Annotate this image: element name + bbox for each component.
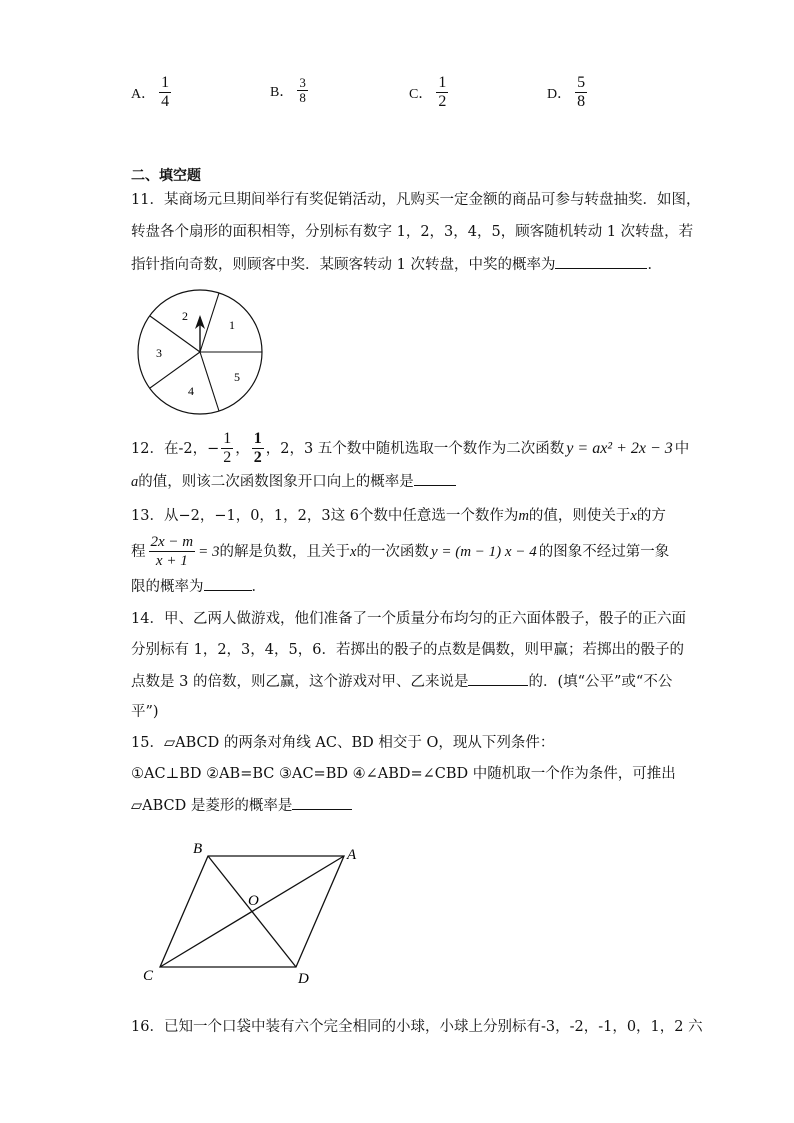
q14-line2: 分别标有 1，2，3，4，5，6．若掷出的骰子的点数是偶数，则甲赢；若掷出的骰子的 (131, 642, 684, 658)
q11-line2: 转盘各个扇形的面积相等，分别标有数字 1，2，3，4，5，顾客随机转动 1 次转盘，若 (131, 224, 694, 240)
q13-var-m: m (518, 508, 529, 524)
spinner-divider (200, 352, 219, 411)
vertex-label-c: C (143, 968, 154, 984)
option-d (547, 74, 587, 111)
q15-line1: 15．▱ABCD 的两条对角线 AC、BD 相交于 O，现从下列条件： (131, 735, 555, 751)
q11-line1: 11．某商场元旦期间举行有奖促销活动，凡购买一定金额的商品可参与转盘抽奖．如图， (131, 192, 701, 208)
option-c-numerator: 1 (438, 74, 447, 91)
vertex-label-a: A (347, 847, 357, 863)
q14-line4: 平”) (131, 704, 159, 720)
q13-line2-start: 程 (131, 543, 146, 560)
q13-function: y = (m − 1) x − 4 (430, 543, 537, 560)
q13-answer-blank[interactable] (204, 576, 252, 591)
q12-frac1-denominator: 2 (223, 449, 232, 466)
q13-eq-numerator: 2x − m (150, 534, 194, 550)
q11-line3 (131, 254, 662, 275)
q13-eq-denominator: x + 1 (155, 553, 188, 569)
center-label-o: O (248, 893, 259, 909)
q13-var-x: x (350, 543, 357, 560)
q13-line3 (131, 576, 266, 597)
q12-frac1-numerator: 1 (223, 430, 232, 447)
q12-frac2-numerator: 1 (253, 430, 262, 447)
spinner-divider (200, 293, 219, 352)
option-a (131, 74, 171, 111)
option-b-denominator: 8 (299, 90, 306, 105)
q13-line1-end: 的方 (636, 508, 666, 524)
q13-line3-end: ． (251, 579, 266, 595)
q13-line2-mid: 的解是负数，且关于 (219, 543, 350, 560)
q13-line2-end: 的图象不经过第一象 (538, 543, 670, 560)
option-c (409, 74, 448, 111)
q12-var-a: a (131, 474, 139, 490)
option-b-numerator: 3 (299, 75, 306, 90)
parallelogram-diagram (136, 836, 376, 990)
spinner-diagram (136, 289, 264, 415)
q15-line2: ①AC⊥BD ②AB=BC ③AC=BD ④∠ABD=∠CBD 中随机取一个作为条件，可推出 (131, 766, 676, 782)
spinner-label: 5 (234, 370, 240, 384)
q12-separator: ， (235, 440, 250, 457)
spinner-label: 2 (182, 309, 188, 323)
q13-line1-text: 13．从−2，−1，0，1，2，3这 6个数中任意选一个数作为 (131, 508, 519, 524)
q12-line2-text: 的值，则该二次函数图象开口向上的概率是 (138, 474, 414, 490)
q12-prefix: 12．在-2，− (131, 440, 220, 457)
diagonal-bd (208, 856, 296, 967)
option-a-label: A． (131, 86, 156, 102)
q16-line1: 16．已知一个口袋中装有六个完全相同的小球，小球上分别标有-3，-2，-1，0，1，2 六 (131, 1019, 703, 1035)
q12-mid-text: ，2，3 五个数中随机选取一个数作为二次函数 (265, 440, 565, 457)
q11-answer-blank[interactable] (555, 254, 647, 269)
q13-line3-text: 限的概率为 (131, 579, 204, 595)
q15-line3 (131, 795, 352, 816)
spinner-label: 4 (188, 384, 194, 398)
q12-suffix: 中 (674, 440, 690, 457)
option-d-numerator: 5 (577, 74, 586, 91)
q13-var-x: x (630, 508, 637, 524)
spinner-label: 3 (156, 346, 162, 360)
option-b-label: B． (270, 84, 294, 100)
option-a-denominator: 4 (161, 93, 170, 110)
q12-line2 (131, 471, 456, 492)
q12-line1 (131, 430, 689, 467)
option-b (270, 76, 308, 105)
q15-answer-blank[interactable] (292, 795, 352, 810)
q14-line3 (131, 671, 672, 692)
option-d-denominator: 8 (577, 93, 586, 110)
section-title: 二、填空题 (131, 168, 201, 184)
spinner-label: 1 (229, 318, 235, 332)
q12-answer-blank[interactable] (414, 471, 456, 486)
q11-line3-end: ． (647, 257, 662, 273)
q11-line3-text: 指针指向奇数，则顾客中奖．某顾客转动 1 次转盘，中奖的概率为 (131, 257, 556, 273)
q15-line3-text: ▱ABCD 是菱形的概率是 (131, 798, 293, 814)
q14-line1: 14．甲、乙两人做游戏，他们准备了一个质量分布均匀的正六面体骰子，骰子的正六面 (131, 611, 686, 627)
q14-line3-end: 的．(填“公平”或“不公 (528, 674, 673, 690)
q12-formula: y = ax² + 2x − 3 (566, 439, 673, 457)
q14-line3-text: 点数是 3 的倍数，则乙赢，这个游戏对甲、乙来说是 (131, 674, 469, 690)
option-d-label: D． (547, 86, 572, 102)
q13-line1-mid: 的值，则使关于 (528, 508, 631, 524)
q13-line1 (131, 506, 666, 526)
vertex-label-b: B (193, 841, 203, 857)
option-c-label: C． (409, 86, 433, 102)
q13-eq-rhs: = 3 (198, 543, 220, 560)
option-a-numerator: 1 (161, 74, 170, 91)
q13-line2 (131, 533, 669, 570)
q13-line2-mid2: 的一次函数 (356, 543, 429, 560)
option-c-denominator: 2 (438, 93, 447, 110)
q14-answer-blank[interactable] (468, 671, 528, 686)
q12-frac2-denominator: 2 (253, 449, 262, 466)
vertex-label-d: D (298, 971, 309, 987)
